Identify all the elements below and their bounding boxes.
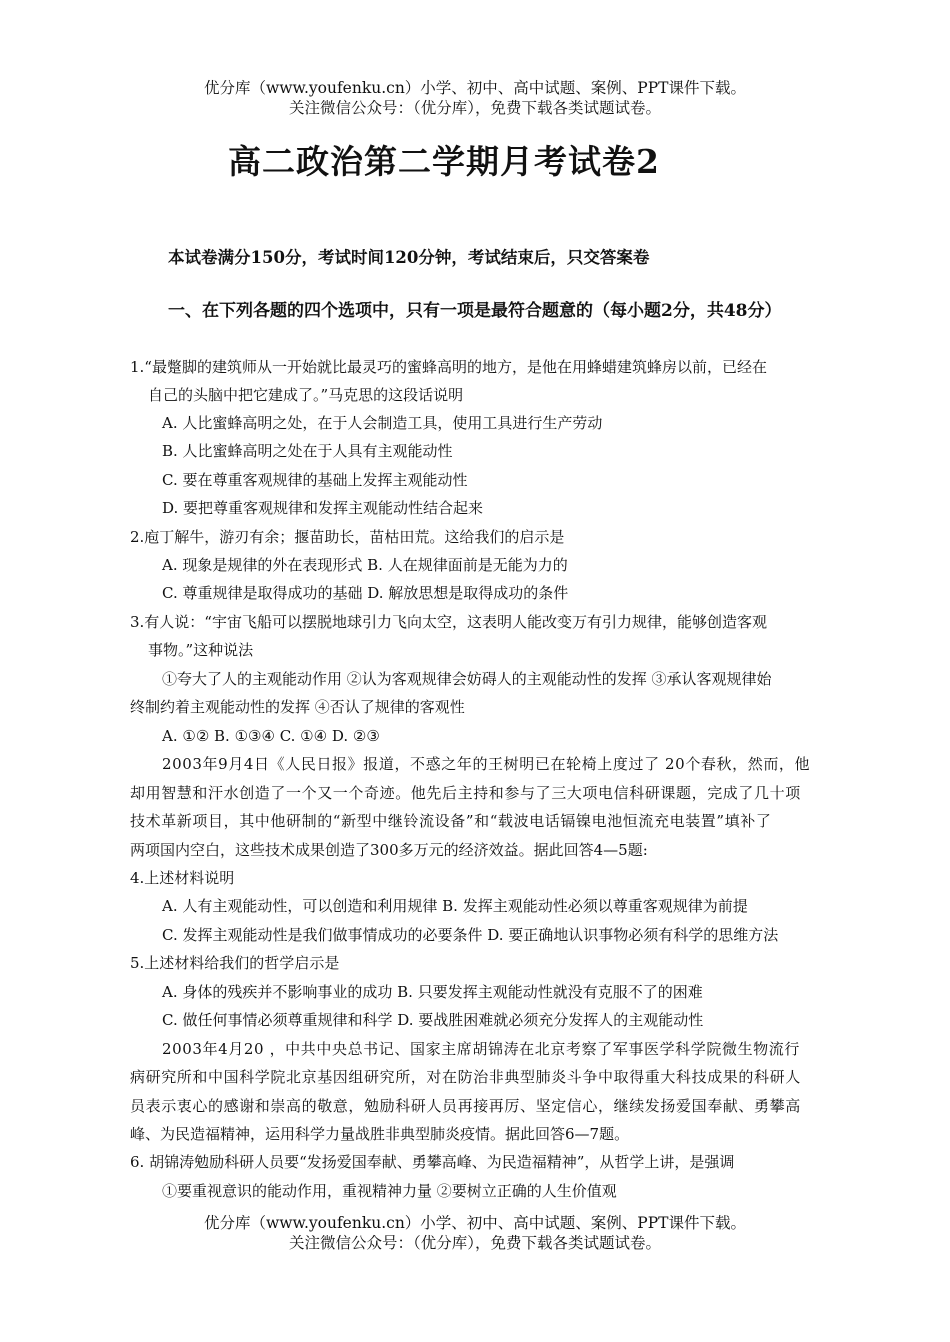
q1-option-c: C. 要在尊重客观规律的基础上发挥主观能动性 <box>162 471 468 489</box>
q1-option-a: A. 人比蜜蜂高明之处，在于人会制造工具，使用工具进行生产劳动 <box>162 414 603 432</box>
q6-stem: 6. 胡锦涛勉励科研人员要“发扬爱国奉献、勇攀高峰、为民造福精神”，从哲学上讲，是强调 <box>130 1153 735 1171</box>
q4-options-ab: A. 人有主观能动性，可以创造和利用规律 B. 发挥主观能动性必须以尊重客观规律为前提 <box>162 897 748 915</box>
material2-line4: 峰、为民造福精神，运用科学力量战胜非典型肺炎疫情。据此回答6—7题。 <box>130 1125 630 1143</box>
q4-stem: 4.上述材料说明 <box>130 869 235 887</box>
material1-line2: 却用智慧和汗水创造了一个又一个奇迹。他先后主持和参与了三大项电信科研课题，完成了几十项 <box>130 784 801 802</box>
section-heading: 一、在下列各题的四个选项中，只有一项是最符合题意的（每小题2分，共48分） <box>168 301 782 321</box>
q4-options-cd: C. 发挥主观能动性是我们做事情成功的必要条件 D. 要正确地认识事物必须有科学的思维方法 <box>162 926 779 944</box>
q2-stem: 2.庖丁解牛，游刃有余；揠苗助长，苗枯田荒。这给我们的启示是 <box>130 528 565 546</box>
q5-options-cd: C. 做任何事情必须尊重规律和科学 D. 要战胜困难就必须充分发挥人的主观能动性 <box>162 1011 704 1029</box>
q3-items-line2: 终制约着主观能动性的发挥 ④否认了规律的客观性 <box>130 698 465 716</box>
q5-options-ab: A. 身体的残疾并不影响事业的成功 B. 只要发挥主观能动性就没有克服不了的困难 <box>162 983 703 1001</box>
q2-options-cd: C. 尊重规律是取得成功的基础 D. 解放思想是取得成功的条件 <box>162 584 569 602</box>
q1-option-b: B. 人比蜜蜂高明之处在于人具有主观能动性 <box>162 442 453 460</box>
q1-option-d: D. 要把尊重客观规律和发挥主观能动性结合起来 <box>162 499 484 517</box>
q2-options-ab: A. 现象是规律的外在表现形式 B. 人在规律面前是无能为力的 <box>162 556 568 574</box>
material2-line1: 2003年4月20 ，中共中央总书记、国家主席胡锦涛在北京考察了军事医学科学院微生物流行 <box>162 1040 800 1058</box>
q3-stem-line1: 3.有人说：“宇宙飞船可以摆脱地球引力飞向太空，这表明人能改变万有引力规律，能够创造客观 <box>130 613 767 631</box>
material2-line2: 病研究所和中国科学院北京基因组研究所，对在防治非典型肺炎斗争中取得重大科技成果的科研人 <box>130 1068 801 1086</box>
exam-info: 本试卷满分150分，考试时间120分钟，考试结束后，只交答案卷 <box>168 248 650 267</box>
q3-stem-line2: 事物。”这种说法 <box>148 641 254 659</box>
q5-stem: 5.上述材料给我们的哲学启示是 <box>130 954 340 972</box>
q3-options: A. ①② B. ①③④ C. ①④ D. ②③ <box>162 727 380 745</box>
header-line-1: 优分库（www.youfenku.cn）小学、初中、高中试题、案例、PPT课件下载。 <box>203 79 747 97</box>
material1-line4: 两项国内空白，这些技术成果创造了300多万元的经济效益。据此回答4—5题: <box>130 841 648 859</box>
footer-line-2: 关注微信公众号：（优分库），免费下载各类试题试卷。 <box>288 1234 661 1252</box>
material2-line3: 员表示衷心的感谢和崇高的敬意，勉励科研人员再接再厉、坚定信心，继续发扬爱国奉献、勇攀高 <box>130 1097 801 1115</box>
q6-items: ①要重视意识的能动作用，重视精神力量 ②要树立正确的人生价值观 <box>162 1182 617 1200</box>
footer-line-1: 优分库（www.youfenku.cn）小学、初中、高中试题、案例、PPT课件下载。 <box>203 1214 747 1232</box>
q1-stem-line1: 1.“最蹩脚的建筑师从一开始就比最灵巧的蜜蜂高明的地方，是他在用蜂蜡建筑蜂房以前，已经在 <box>130 358 767 376</box>
q3-items-line1: ①夸大了人的主观能动作用 ②认为客观规律会妨碍人的主观能动性的发挥 ③承认客观规律始 <box>162 670 772 688</box>
material1-line1: 2003年9月4日《人民日报》报道，不惑之年的王树明已在轮椅上度过了 20个春秋，然而，他 <box>162 755 811 773</box>
page-title: 高二政治第二学期月考试卷2 <box>228 142 660 181</box>
material1-line3: 技术革新项目，其中他研制的“新型中继铃流设备”和“载波电话镉镍电池恒流充电装置”填补了 <box>130 812 772 830</box>
header-line-2: 关注微信公众号：（优分库），免费下载各类试题试卷。 <box>288 99 661 117</box>
q1-stem-line2: 自己的头脑中把它建成了。”马克思的这段话说明 <box>148 386 464 404</box>
